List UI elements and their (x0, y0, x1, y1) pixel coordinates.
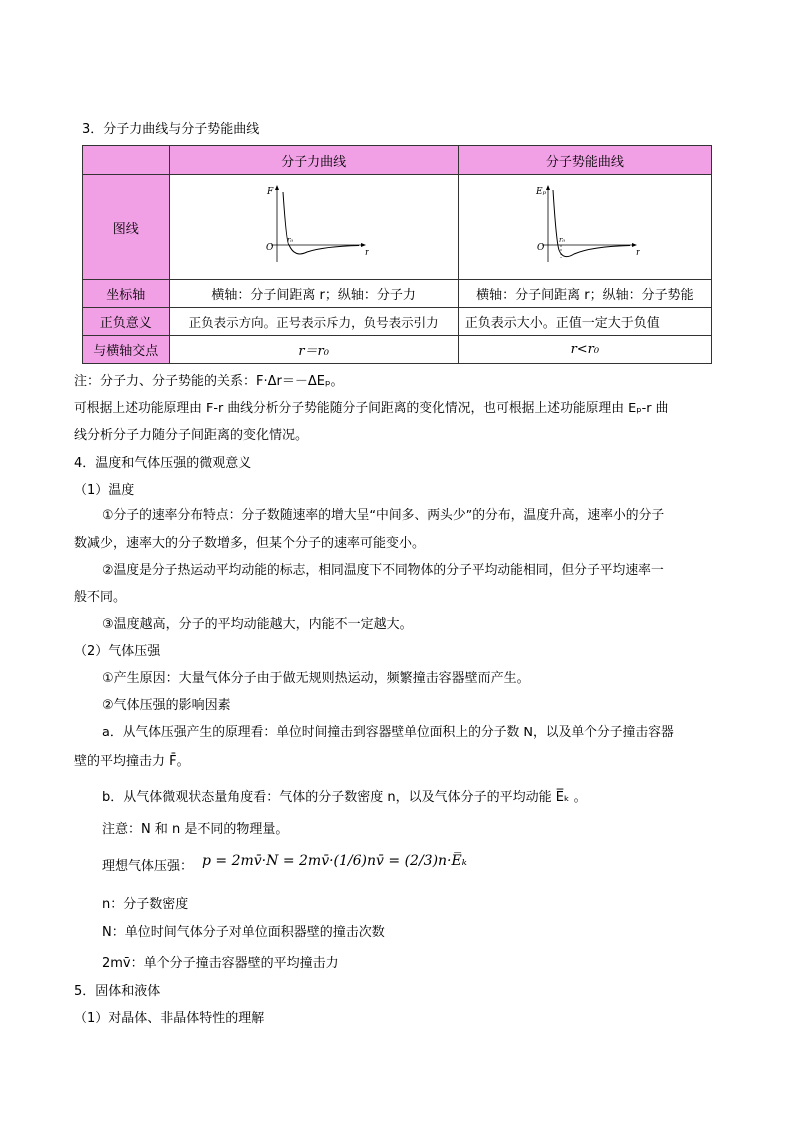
cell-potential-sign: 正负表示大小。正值一定大于负值 (458, 308, 711, 336)
section-4-sub-2: （2）气体压强 (74, 644, 161, 659)
table-header-force: 分子力曲线 (169, 146, 458, 175)
definition-n: n：分子数密度 (102, 897, 189, 912)
cell-potential-intersection: r<r₀ (458, 336, 711, 364)
potential-x-label: r (635, 248, 640, 258)
potential-curve-graph (530, 182, 640, 272)
section-4-sub-1: （1）温度 (74, 483, 135, 498)
potential-x-arrow (632, 243, 637, 247)
force-r0-label: r₀ (286, 236, 293, 244)
potential-origin-label: O (536, 243, 545, 253)
temperature-item-1-line-2: 数减少，速率大的分子数增多，但某个分子的速率可能变小。 (74, 536, 426, 551)
force-x-label: r (364, 248, 369, 258)
row-label-axes: 坐标轴 (83, 280, 170, 308)
row-label-sign: 正负意义 (83, 308, 170, 336)
force-origin-label: O (265, 243, 274, 253)
table-header-empty (83, 146, 170, 175)
potential-y-label: Eₚ (535, 187, 547, 197)
force-graph-cell (169, 175, 458, 280)
temperature-item-1-line-1: ①分子的速率分布特点：分子数随速率的增大呈“中间多、两头少”的分布，温度升高，速率小的分子 (102, 508, 665, 523)
cell-force-sign: 正负表示方向。正号表示斥力，负号表示引力 (169, 308, 458, 336)
force-curve-graph (259, 182, 369, 272)
section-3-heading: 3．分子力曲线与分子势能曲线 (82, 122, 260, 137)
note-relation: 注：分子力、分子势能的关系：F·Δr＝－ΔEₚ。 (74, 374, 344, 389)
ideal-gas-pressure-label: 理想气体压强： (102, 859, 194, 874)
pressure-factors: ②气体压强的影响因素 (102, 698, 231, 713)
potential-curve (553, 190, 630, 257)
potential-r0-label: r₀ (558, 236, 565, 244)
definition-2mv: 2mv̄：单个分子撞击容器壁的平均撞击力 (102, 956, 339, 971)
row-label-intersection: 与横轴交点 (83, 336, 170, 364)
cell-force-intersection: r＝r₀ (169, 336, 458, 364)
paragraph-1-line-1: 可根据上述功能原理由 F-r 曲线分析分子势能随分子间距离的变化情况，也可根据上述功能原理由 Eₚ-r 曲 (74, 401, 669, 416)
temperature-item-3: ③温度越高，分子的平均动能越大，内能不一定越大。 (102, 617, 413, 632)
potential-y-arrow (546, 185, 550, 190)
section-5-sub-1: （1）对晶体、非晶体特性的理解 (74, 1011, 265, 1026)
row-label-graph: 图线 (83, 175, 170, 280)
pressure-factor-a-line-2: 壁的平均撞击力 F̄。 (74, 754, 190, 769)
force-y-label: F (266, 187, 273, 197)
cell-force-axes: 横轴：分子间距离 r；纵轴：分子力 (169, 280, 458, 308)
pressure-cause: ①产生原因：大量气体分子由于做无规则热运动，频繁撞击容器壁而产生。 (102, 671, 530, 686)
molecular-force-table (82, 145, 712, 364)
cell-potential-axes: 横轴：分子间距离 r；纵轴：分子势能 (458, 280, 711, 308)
attention-note: 注意：N 和 n 是不同的物理量。 (102, 822, 289, 837)
ideal-gas-pressure-formula: p = 2mv̄·N = 2mv̄·(1/6)nv̄ = (2/3)n·E̅ₖ (202, 853, 467, 869)
section-4-heading: 4．温度和气体压强的微观意义 (74, 456, 252, 471)
section-5-heading: 5．固体和液体 (74, 984, 161, 999)
definition-N: N：单位时间气体分子对单位面积器壁的撞击次数 (102, 925, 385, 940)
paragraph-1-line-2: 线分析分子力随分子间距离的变化情况。 (74, 428, 309, 443)
pressure-factor-b: b．从气体微观状态量角度看：气体的分子数密度 n，以及气体分子的平均动能 E̅ₖ 。 (102, 790, 587, 805)
force-x-arrow (361, 243, 366, 247)
pressure-factor-a-line-1: a．从气体压强产生的原理看：单位时间撞击到容器壁单位面积上的分子数 N，以及单个分子撞击容器 (102, 725, 674, 740)
temperature-item-2-line-2: 般不同。 (74, 590, 127, 605)
potential-graph-cell (458, 175, 711, 280)
table-header-potential: 分子势能曲线 (458, 146, 711, 175)
force-y-arrow (275, 185, 279, 190)
temperature-item-2-line-1: ②温度是分子热运动平均动能的标志，相同温度下不同物体的分子平均动能相同，但分子平均速率一 (102, 563, 664, 578)
